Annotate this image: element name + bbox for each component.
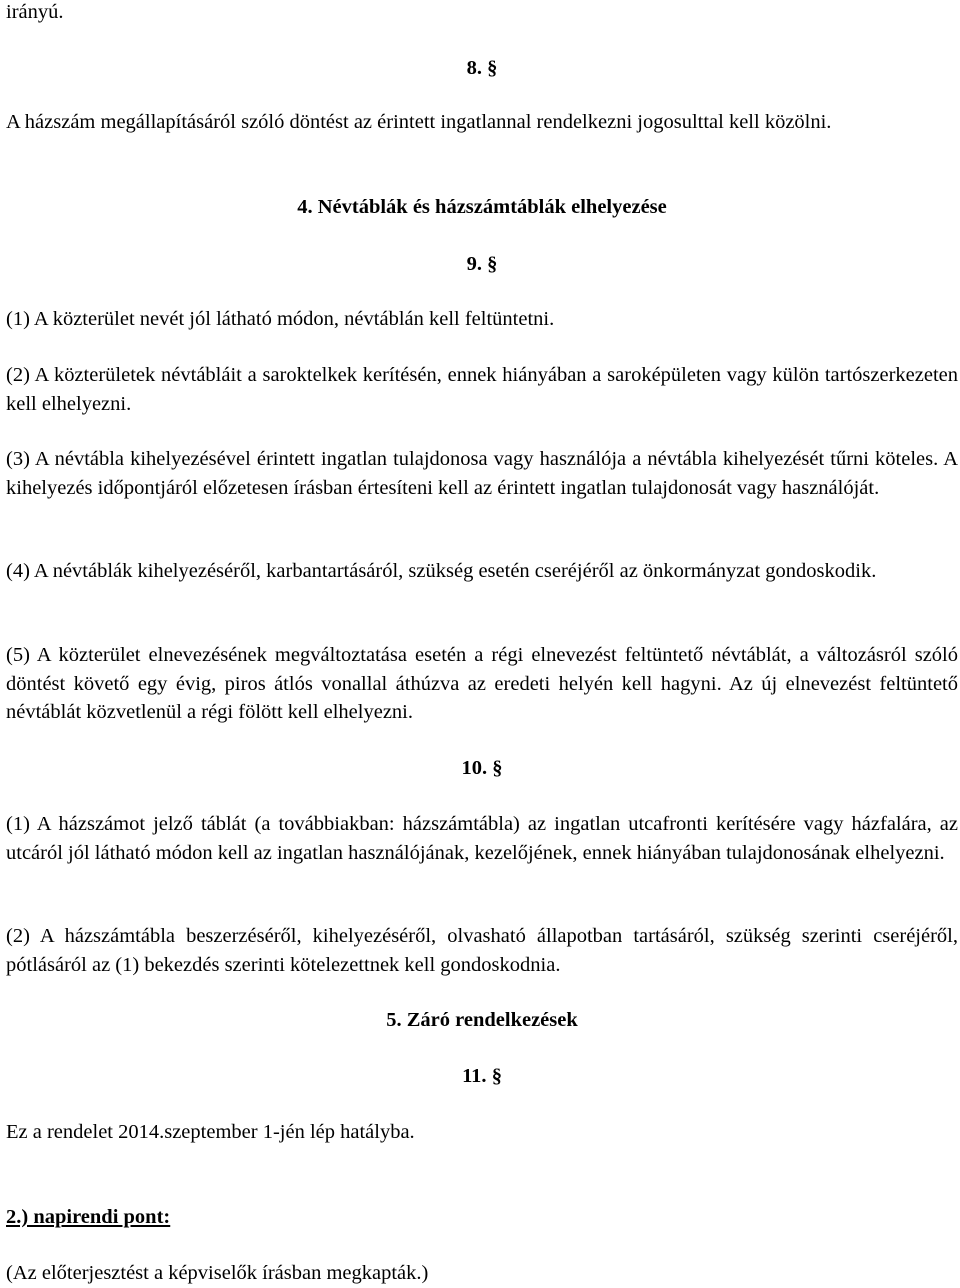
section-9-paragraph-4: (4) A névtáblák kihelyezéséről, karbantartásáról, szükség esetén cseréjéről az önkormányzat gondoskodik. — [6, 560, 877, 582]
section-11-heading — [6, 1062, 958, 1090]
agenda-heading: 2.) napirendi pont: — [6, 1206, 171, 1228]
chapter-4-title: 4. Névtáblák és házszámtáblák elhelyezése — [297, 196, 667, 218]
section-8-heading — [6, 54, 958, 82]
section-sign-icon: § — [487, 57, 498, 79]
section-8-number: 8. — [466, 57, 482, 79]
section-9-paragraph-1: (1) A közterület nevét jól látható módon, névtáblán kell feltüntetni. — [6, 308, 555, 330]
section-10-heading — [6, 754, 958, 782]
section-10-paragraph-2: (2) A házszámtábla beszerzéséről, kihelyezéséről, olvasható állapotban tartásáról, szükség szerinti cseréjéről, pótlásáról az (1) bekezdés szerinti kötelezettnek kell gondoskodnia. — [6, 925, 958, 976]
section-11-number: 11. — [462, 1065, 487, 1087]
section-9-paragraph-3: (3) A névtábla kihelyezésével érintett ingatlan tulajdonosa vagy használója a névtábla kihelyezését tűrni köteles. A kihelyezés időpontjáról előzetesen írásban értesíteni kell az érintett ingatlan tulajdonosát vagy használóját. — [6, 448, 958, 499]
section-sign-icon: § — [492, 757, 503, 779]
section-11-text: Ez a rendelet 2014.szeptember 1-jén lép hatályba. — [6, 1121, 415, 1143]
chapter-5-title: 5. Záró rendelkezések — [386, 1009, 578, 1031]
section-10-paragraph-1: (1) A házszámot jelző táblát (a továbbiakban: házszámtábla) az ingatlan utcafronti kerítésére vagy házfalára, az utcáról jól látható módon kell az ingatlan használójának, kezelőjének, ennek hiányában tulajdonosának elhelyezni. — [6, 813, 958, 864]
section-9-paragraph-2: (2) A közterületek névtábláit a saroktelkek kerítésén, ennek hiányában a saroképületen vagy külön tartószerkezeten kell elhelyezni. — [6, 364, 958, 415]
top-fragment: irányú. — [6, 1, 64, 23]
section-9-paragraph-5: (5) A közterület elnevezésének megváltoztatása esetén a régi elnevezést feltüntető névtáblát, a változásról szóló döntést követő egy évig, piros átlós vonallal áthúzva az eredeti helyén kell hagyni. Az új elnevezést feltüntető névtáblát közvetlenül a régi fölött kell elhelyezni. — [6, 644, 958, 723]
section-9-number: 9. — [466, 253, 482, 275]
section-sign-icon: § — [487, 253, 498, 275]
section-8-text: A házszám megállapításáról szóló döntést az érintett ingatlannal rendelkezni jogosulttal kell közölni. — [6, 111, 832, 133]
section-10-number: 10. — [461, 757, 488, 779]
section-9-heading — [6, 250, 958, 278]
section-sign-icon: § — [491, 1065, 502, 1087]
agenda-note: (Az előterjesztést a képviselők írásban megkapták.) — [6, 1262, 429, 1284]
